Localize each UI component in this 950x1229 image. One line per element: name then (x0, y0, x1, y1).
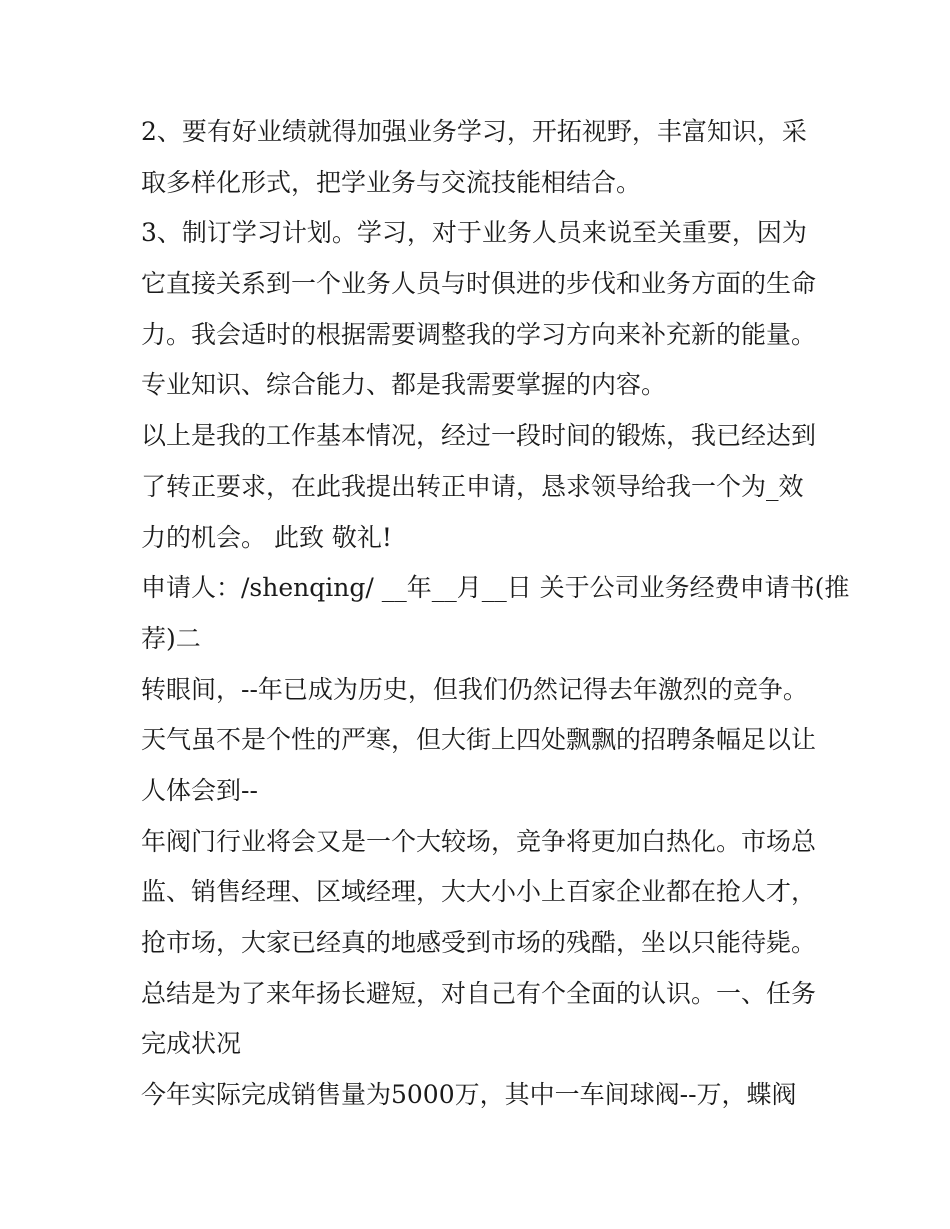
text-line: 了转正要求，在此我提出转正申请，恳求领导给我一个为_效 (141, 471, 804, 501)
text-line: 取多样化形式，把学业务与交流技能相结合。 (141, 167, 642, 197)
text-line: 以上是我的工作基本情况，经过一段时间的锻炼，我已经达到 (141, 421, 817, 451)
text-line: 转眼间，--年已成为历史，但我们仍然记得去年激烈的竞争。 (141, 674, 808, 704)
text-line: 监、销售经理、区域经理，大大小小上百家企业都在抢人才， (141, 877, 817, 907)
text-line: 力的机会。 此致 敬礼! (141, 522, 392, 552)
text-line: 它直接关系到一个业务人员与时俱进的步伐和业务方面的生命 (141, 269, 817, 299)
document-body (141, 107, 850, 1121)
text-line: 抢市场，大家已经真的地感受到市场的残酷，坐以只能待毙。 (141, 928, 817, 957)
text-line: 力。我会适时的根据需要调整我的学习方向来补充新的能量。 (141, 319, 817, 349)
text-line: 专业知识、综合能力、都是我需要掌握的内容。 (141, 370, 667, 400)
text-line: 年阀门行业将会又是一个大较场，竞争将更加白热化。市场总 (141, 826, 817, 856)
text-line: 天气虽不是个性的严寒，但大街上四处飘飘的招聘条幅足以让 (141, 725, 817, 755)
text-line: 总结是为了来年扬长避短，对自己有个全面的认识。一、任务 (141, 978, 817, 1008)
text-line: 2、要有好业绩就得加强业务学习，开拓视野，丰富知识，采 (141, 117, 807, 146)
text-line: 荐)二 (141, 623, 201, 653)
text-line: 人体会到-- (141, 775, 258, 805)
text-line: 今年实际完成销售量为5000万，其中一车间球阀--万，蝶阀 (141, 1080, 797, 1110)
text-line: 申请人：/shenqing/ __年__月__日 关于公司业务经费申请书(推 (141, 573, 850, 603)
text-line: 3、制订学习计划。学习，对于业务人员来说至关重要，因为 (141, 218, 807, 248)
text-line: 完成状况 (141, 1029, 242, 1059)
